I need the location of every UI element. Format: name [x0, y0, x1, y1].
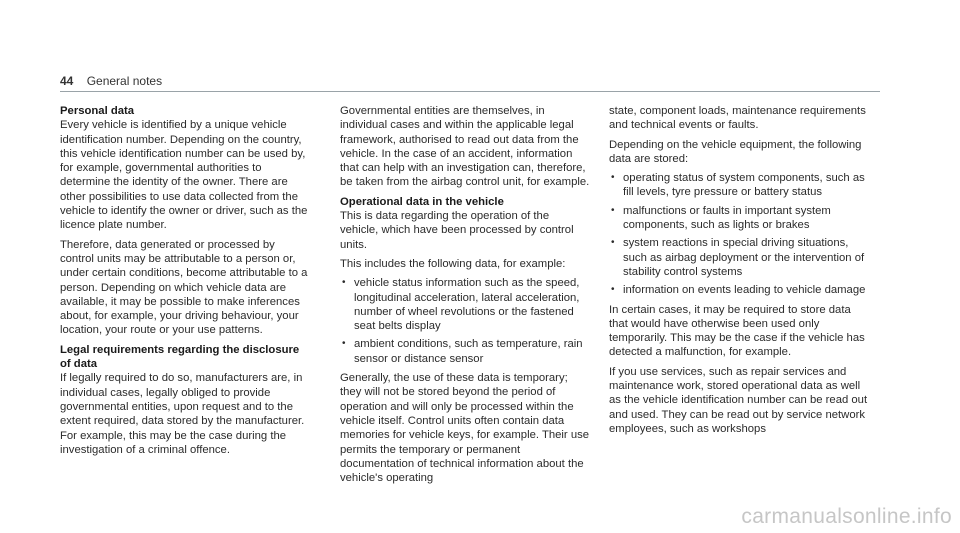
paragraph: Governmental entities are themselves, in individual cases and within the applicable legal framework, authorised to read out data from the vehicle. In the case of an accident, information that can help with an investigation can, therefore, be taken from the airbag control unit, for example. [340, 105, 590, 189]
page-number: 44 [60, 74, 74, 88]
paragraph: This includes the following data, for example: [340, 257, 566, 270]
list-item: • information on events leading to vehicle damage [611, 284, 866, 297]
header-divider [60, 91, 880, 92]
column-2 [340, 104, 590, 490]
column-1 [60, 104, 310, 462]
paragraph: Every vehicle is identified by a unique vehicle identification number. Depending on the country, this vehicle identification number can be used by, for example, governmental authorities to determine the identity of the owner. There are other possibilities to use data collected from the vehicle to identify the owner or driver, such as the licence plate number. [60, 119, 308, 232]
list-item: • malfunctions or faults in important system components, such as lights or brakes [611, 204, 831, 232]
page-header [60, 74, 162, 88]
paragraph: Depending on the vehicle equipment, the following data are stored: [609, 138, 862, 165]
heading-personal-data: Personal data [60, 105, 135, 117]
list-item: • vehicle status information such as the speed, longitudinal acceleration, lateral acceleration, number of wheel revolutions or the fastened seat belts display [342, 277, 580, 333]
bullet-list [340, 276, 590, 366]
heading-operational-data: Operational data in the vehicle [340, 195, 504, 208]
bullet-icon: • [611, 237, 615, 249]
bullet-icon: • [611, 172, 615, 184]
paragraph: If legally required to do so, manufacturers are, in individual cases, legally obliged to provide governmental entities, upon request and to the extent required, data stored by the manufacturer. For example, this may be the case during the investigation of a criminal offence. [60, 372, 305, 456]
column-3 [609, 104, 871, 441]
paragraph: Therefore, data generated or processed by control units may be attributable to a person or, under certain conditions, become attributable to a person. Depending on which vehicle data are available, it may be possible to make inferences about, for example, your driving behaviour, your location, your route or your use patterns. [60, 238, 308, 337]
paragraph: state, component loads, maintenance requirements and technical events or faults. [609, 105, 866, 132]
heading-legal-requirements: Legal requirements regarding the disclosure of data [60, 343, 300, 371]
bullet-icon: • [611, 204, 615, 216]
list-item: • ambient conditions, such as temperature, rain sensor or distance sensor [342, 338, 583, 365]
bullet-list [609, 171, 871, 297]
paragraph: If you use services, such as repair services and maintenance work, stored operational data as well as the vehicle identification number can be read out and used. They can be read out by service network employees, such as workshops [609, 365, 868, 435]
paragraph: In certain cases, it may be required to store data that would have otherwise been used only temporarily. This may be the case if the vehicle has detected a malfunction, for example. [609, 303, 865, 359]
bullet-icon: • [342, 338, 346, 350]
list-item: • system reactions in special driving situations, such as airbag deployment or the intervention of stability control systems [611, 237, 865, 278]
paragraph: This is data regarding the operation of the vehicle, which have been processed by control units. [340, 210, 574, 251]
paragraph: Generally, the use of these data is temporary; they will not be stored beyond the period of operation and will only be processed within the vehicle itself. Control units often contain data memories for vehicle keys, for example. Their use permits the temporary or permanent documentation of technical information about the vehicle's operating [340, 372, 590, 485]
list-item: • operating status of system components, such as fill levels, tyre pressure or battery status [611, 172, 865, 199]
bullet-icon: • [342, 277, 346, 289]
watermark: carmanualsonline.info [741, 505, 952, 528]
bullet-icon: • [611, 284, 615, 296]
section-title: General notes [86, 74, 163, 88]
